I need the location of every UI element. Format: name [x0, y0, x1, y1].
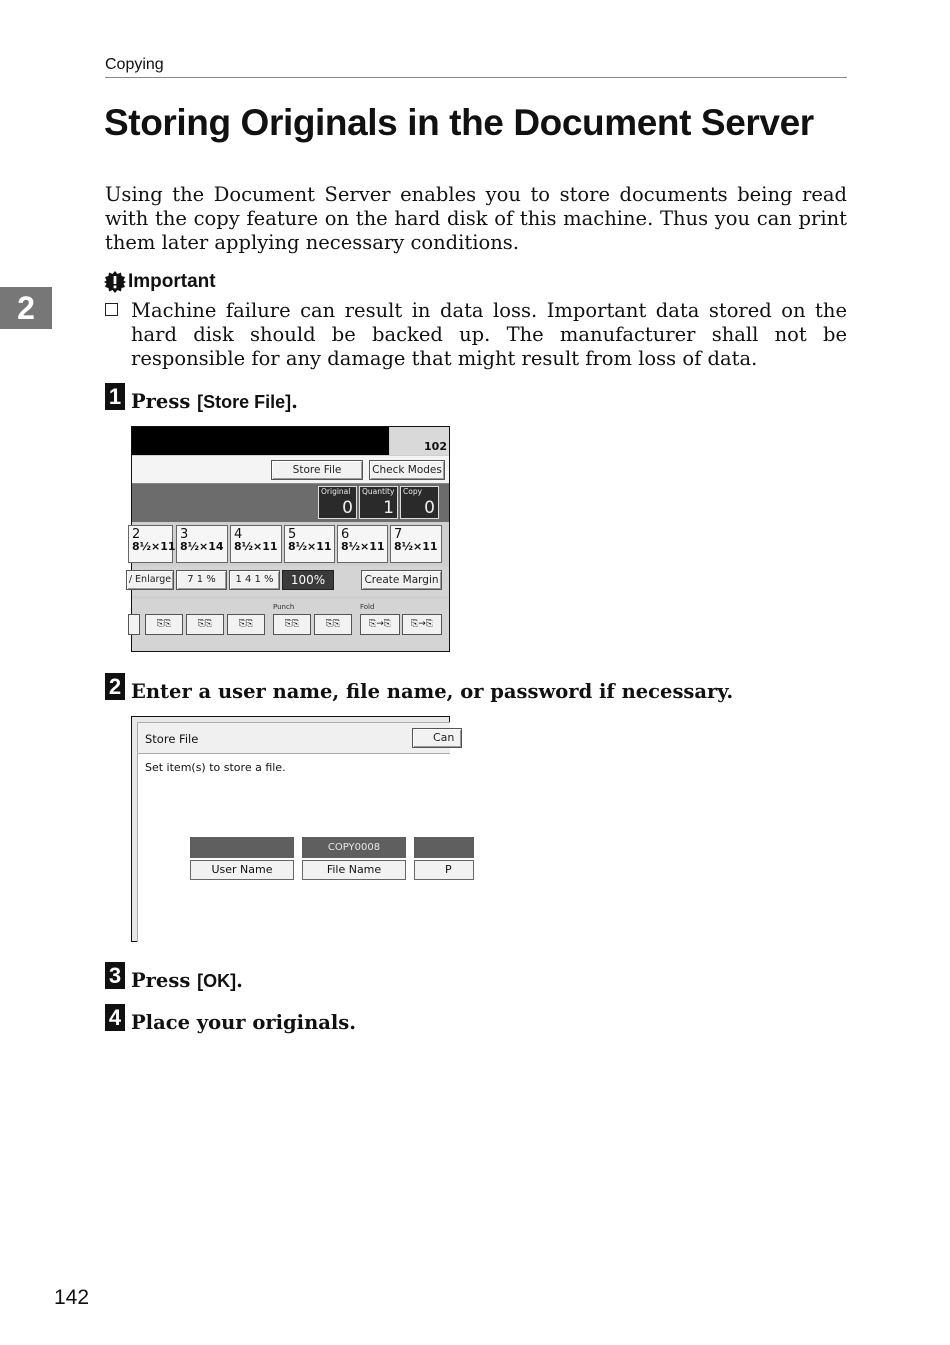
store-file-dialog — [137, 722, 455, 942]
step-1-text — [131, 390, 298, 413]
important-heading — [104, 271, 216, 293]
step-1-number: 1 — [105, 383, 125, 410]
step-4-text: Place your originals. — [131, 1011, 357, 1034]
user-name-button[interactable]: User Name — [190, 860, 294, 880]
tray-number: 5 — [288, 527, 297, 542]
fold-option-2[interactable]: ⎘→⎘ — [402, 614, 442, 635]
tray-size: 8½×11 — [394, 540, 438, 553]
step-2-text: Enter a user name, file name, or password if necessary. — [131, 680, 734, 703]
tray-size: 8½×11 — [132, 540, 176, 553]
step-1-key: [Store File] — [197, 392, 292, 412]
dialog-instruction: Set item(s) to store a file. — [145, 761, 286, 774]
dialog-title-bar — [138, 723, 455, 754]
important-label: Important — [128, 271, 216, 292]
paper-tray-6[interactable] — [337, 525, 388, 563]
counter-label: Copy — [403, 487, 423, 496]
copy-counter — [400, 486, 439, 519]
counter-value: 0 — [342, 498, 353, 518]
paper-tray-2[interactable] — [128, 525, 176, 563]
paper-tray-4[interactable] — [230, 525, 282, 563]
check-modes-button[interactable]: Check Modes — [369, 460, 445, 480]
tray-number: 4 — [234, 527, 243, 542]
running-header: Copying — [105, 56, 164, 73]
counter-label: Quantity — [362, 487, 395, 496]
punch-label: Punch — [273, 603, 295, 611]
tray-number: 3 — [180, 527, 189, 542]
password-button[interactable]: P — [414, 860, 474, 880]
staple-option-1[interactable]: ⎘⎘ — [145, 614, 183, 635]
counter-label: Original — [321, 487, 351, 496]
cancel-button[interactable]: Can — [412, 728, 462, 748]
store-file-button[interactable]: Store File — [271, 460, 363, 480]
file-name-button[interactable]: File Name — [302, 860, 406, 880]
ratio-71-button[interactable]: 7 1 % — [176, 570, 227, 590]
step-3-key: [OK] — [197, 971, 237, 991]
paper-tray-5[interactable] — [284, 525, 335, 563]
dialog-title: Store File — [145, 732, 199, 746]
password-display — [414, 837, 474, 858]
screen-title-bar — [132, 427, 389, 455]
punch-option-1[interactable]: ⎘⎘ — [273, 614, 311, 635]
step-2-number: 2 — [105, 673, 125, 700]
quantity-counter — [359, 486, 398, 519]
screen-corner-number: 102 — [390, 427, 449, 455]
step-3-number: 3 — [105, 962, 125, 989]
ratio-100-button[interactable]: 100% — [282, 570, 334, 590]
paper-tray-3[interactable] — [176, 525, 228, 563]
counter-value: 0 — [424, 498, 435, 518]
staple-option-0[interactable] — [128, 614, 140, 635]
staple-option-3[interactable]: ⎘⎘ — [227, 614, 265, 635]
store-file-screen — [131, 716, 455, 942]
intro-paragraph: Using the Document Server enables you to store documents being read with the copy feature on the hard disk of this machine. Thus you can print them later applying necessary conditions. — [105, 183, 847, 254]
counter-panel — [132, 484, 449, 522]
header-rule — [105, 77, 847, 78]
file-name-display: COPY0008 — [302, 837, 406, 858]
original-counter — [318, 486, 357, 519]
step-3-suffix: . — [236, 969, 243, 992]
step-4-number: 4 — [105, 1004, 125, 1031]
page-title: Storing Originals in the Document Server — [104, 102, 814, 143]
tray-size: 8½×11 — [341, 540, 385, 553]
punch-option-2[interactable]: ⎘⎘ — [314, 614, 352, 635]
important-note: Machine failure can result in data loss. Important data stored on the hard disk should be backed up. The manufacturer shall not be responsible for any damage that might result from loss of data. — [131, 299, 847, 370]
user-name-display — [190, 837, 294, 858]
ratio-141-button[interactable]: 1 4 1 % — [229, 570, 280, 590]
page-number: 142 — [54, 1286, 90, 1309]
step-3-prefix: Press — [131, 969, 198, 992]
create-margin-button[interactable]: Create Margin — [361, 570, 442, 590]
note-checkbox-icon — [105, 303, 118, 316]
tray-number: 7 — [394, 527, 403, 542]
important-icon — [104, 271, 126, 293]
fold-label: Fold — [360, 603, 375, 611]
chapter-tab: 2 — [0, 287, 52, 329]
reduce-enlarge-button[interactable]: / Enlarge — [126, 570, 174, 590]
staple-option-2[interactable]: ⎘⎘ — [186, 614, 224, 635]
counter-value: 1 — [383, 498, 394, 518]
tray-size: 8½×14 — [180, 540, 224, 553]
tray-size: 8½×11 — [288, 540, 332, 553]
copier-screen-main — [128, 426, 450, 652]
tray-number: 6 — [341, 527, 350, 542]
step-3-text — [131, 969, 243, 992]
tray-number: 2 — [132, 527, 141, 542]
fold-option-1[interactable]: ⎘→⎘ — [360, 614, 400, 635]
tray-size: 8½×11 — [234, 540, 278, 553]
step-1-prefix: Press — [131, 390, 198, 413]
step-1-suffix: . — [291, 390, 298, 413]
paper-tray-7[interactable] — [390, 525, 442, 563]
